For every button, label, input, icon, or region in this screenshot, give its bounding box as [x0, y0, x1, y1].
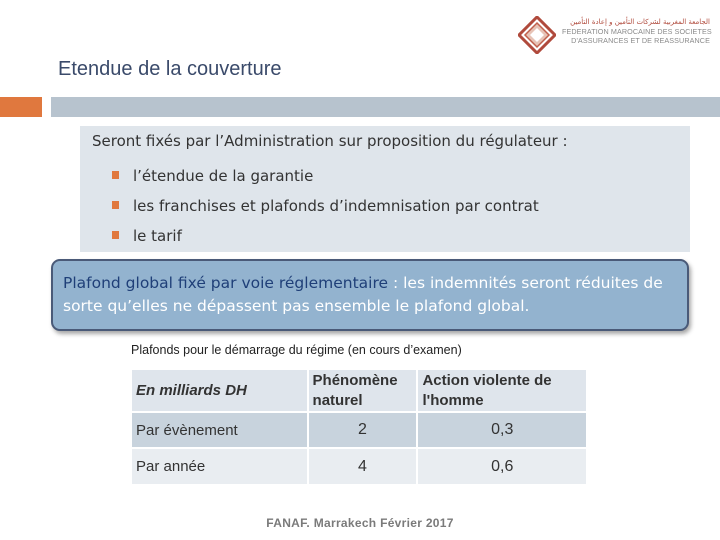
cell-violent: 0,6 [417, 448, 587, 484]
slide-footer: FANAF. Marrakech Février 2017 [266, 516, 454, 530]
table-row [132, 412, 587, 448]
header-natural: Phénomène naturel [308, 370, 418, 412]
title-rule-accent [0, 97, 42, 117]
bullet-list [112, 161, 539, 251]
row-label: Par évènement [132, 412, 308, 448]
bullet-square-icon [112, 171, 119, 179]
list-item [112, 221, 539, 251]
list-item [112, 191, 539, 221]
ceiling-table [132, 370, 588, 484]
title-rule-bar [51, 97, 720, 117]
header-violent: Action violente de l'homme [417, 370, 587, 412]
cell-natural: 2 [308, 412, 418, 448]
logo-arabic: الجامعة المغربية لشركات التأمين و إعادة التأمين [570, 18, 710, 26]
table-caption: Plafonds pour le démarrage du régime (en cours d’examen) [131, 343, 462, 357]
bullet-square-icon [112, 231, 119, 239]
header-logo [518, 14, 712, 54]
row-label: Par année [132, 448, 308, 484]
table-header-row [132, 370, 587, 412]
bullet-text: les franchises et plafonds d’indemnisation par contrat [133, 197, 539, 215]
table-row [132, 448, 587, 484]
intro-text: Seront fixés par l’Administration sur proposition du régulateur : [92, 132, 568, 150]
logo-text [562, 18, 710, 45]
logo-line2: D'ASSURANCES ET DE REASSURANCE [571, 36, 710, 45]
bullet-square-icon [112, 201, 119, 209]
cell-violent: 0,3 [417, 412, 587, 448]
slide-title: Etendue de la couverture [58, 58, 282, 80]
logo-line1: FEDERATION MAROCAINE DES SOCIETES [562, 27, 712, 36]
bullet-text: le tarif [133, 227, 182, 245]
header-units: En milliards DH [132, 370, 308, 412]
callout-text [63, 272, 687, 318]
callout-box [51, 259, 689, 331]
callout-lead: Plafond global fixé par voie réglementaire [63, 274, 389, 292]
callout-rest: : les indemnités seront réduites de sorte qu’elles ne dépassent pas ensemble le plafond global. [63, 274, 663, 315]
list-item [112, 161, 539, 191]
cell-natural: 4 [308, 448, 418, 484]
fanaf-logo-icon [518, 16, 556, 54]
bullet-text: l’étendue de la garantie [133, 167, 314, 185]
